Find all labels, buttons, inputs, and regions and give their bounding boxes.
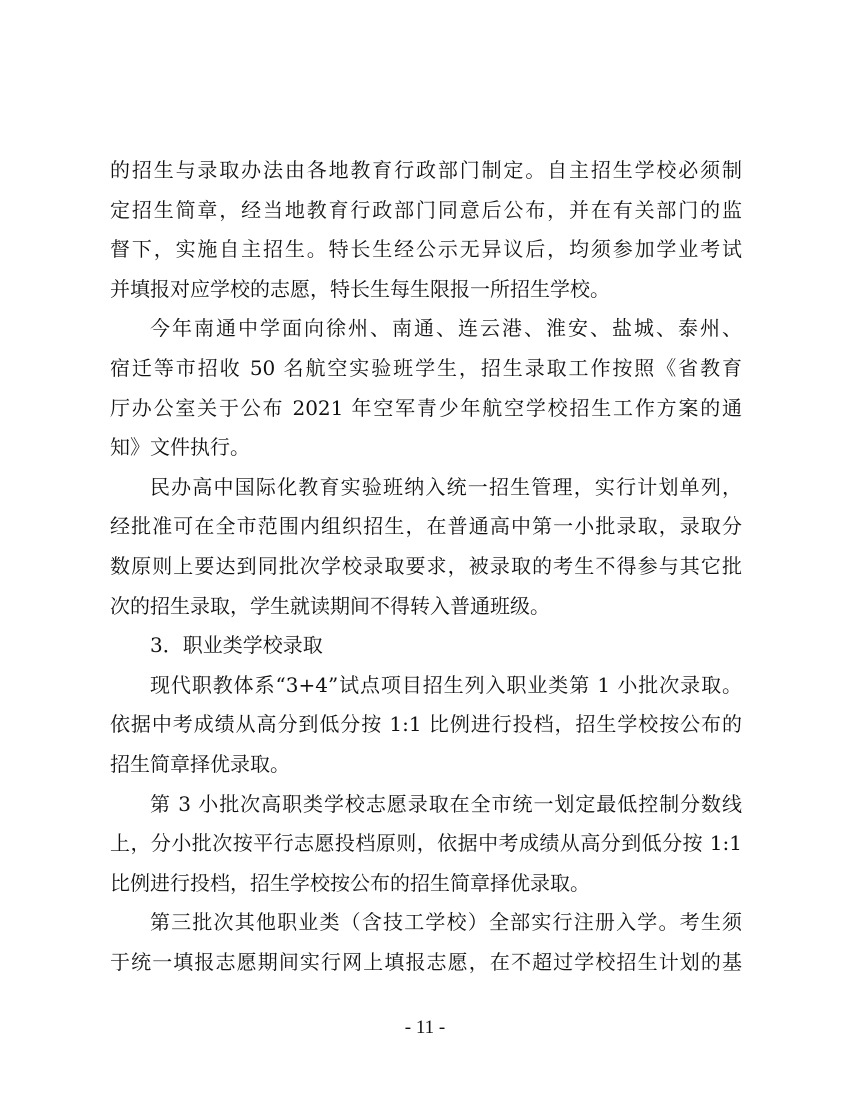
- text-line: 定招生简章，经当地教育行政部门同意后公布，并在有关部门的监: [110, 198, 742, 222]
- text-line: 于统一填报志愿期间实行网上填报志愿，在不超过学校招生计划的基: [110, 950, 742, 974]
- text-line: 经批准可在全市范围内组织招生，在普通高中第一小批录取，录取分: [110, 514, 742, 538]
- text-line: 今年南通中学面向徐州、南通、连云港、淮安、盐城、泰州、: [150, 316, 742, 340]
- text-line: 知》文件执行。: [110, 435, 250, 459]
- text-line: 厅办公室关于公布 2021 年空军青少年航空学校招生工作方案的通: [110, 396, 742, 420]
- text-line: 依据中考成绩从高分到低分按 1:1 比例进行投档，招生学校按公布的: [110, 712, 742, 736]
- section-heading: 3．职业类学校录取: [150, 633, 323, 657]
- text-line: 第三批次其他职业类（含技工学校）全部实行注册入学。考生须: [150, 910, 742, 934]
- text-line: 督下，实施自主招生。特长生经公示无异议后，均须参加学业考试: [110, 237, 742, 261]
- text-line: 民办高中国际化教育实验班纳入统一招生管理，实行计划单列，: [150, 475, 742, 499]
- text-line: 并填报对应学校的志愿，特长生每生限报一所招生学校。: [110, 277, 610, 301]
- text-line: 的招生与录取办法由各地教育行政部门制定。自主招生学校必须制: [110, 158, 742, 182]
- page-number: - 11 -: [404, 1017, 446, 1038]
- text-line: 次的招生录取，学生就读期间不得转入普通班级。: [110, 594, 550, 618]
- text-line: 招生简章择优录取。: [110, 752, 290, 776]
- text-line: 上，分小批次按平行志愿投档原则，依据中考成绩从高分到低分按 1:1: [110, 831, 742, 855]
- text-line: 第 3 小批次高职类学校志愿录取在全市统一划定最低控制分数线: [150, 792, 742, 816]
- text-line: 现代职教体系“3+4”试点项目招生列入职业类第 1 小批次录取。: [150, 673, 742, 697]
- text-line: 数原则上要达到同批次学校录取要求，被录取的考生不得参与其它批: [110, 554, 742, 578]
- text-line: 比例进行投档，招生学校按公布的招生简章择优录取。: [110, 871, 590, 895]
- text-line: 宿迁等市招收 50 名航空实验班学生，招生录取工作按照《省教育: [110, 356, 742, 380]
